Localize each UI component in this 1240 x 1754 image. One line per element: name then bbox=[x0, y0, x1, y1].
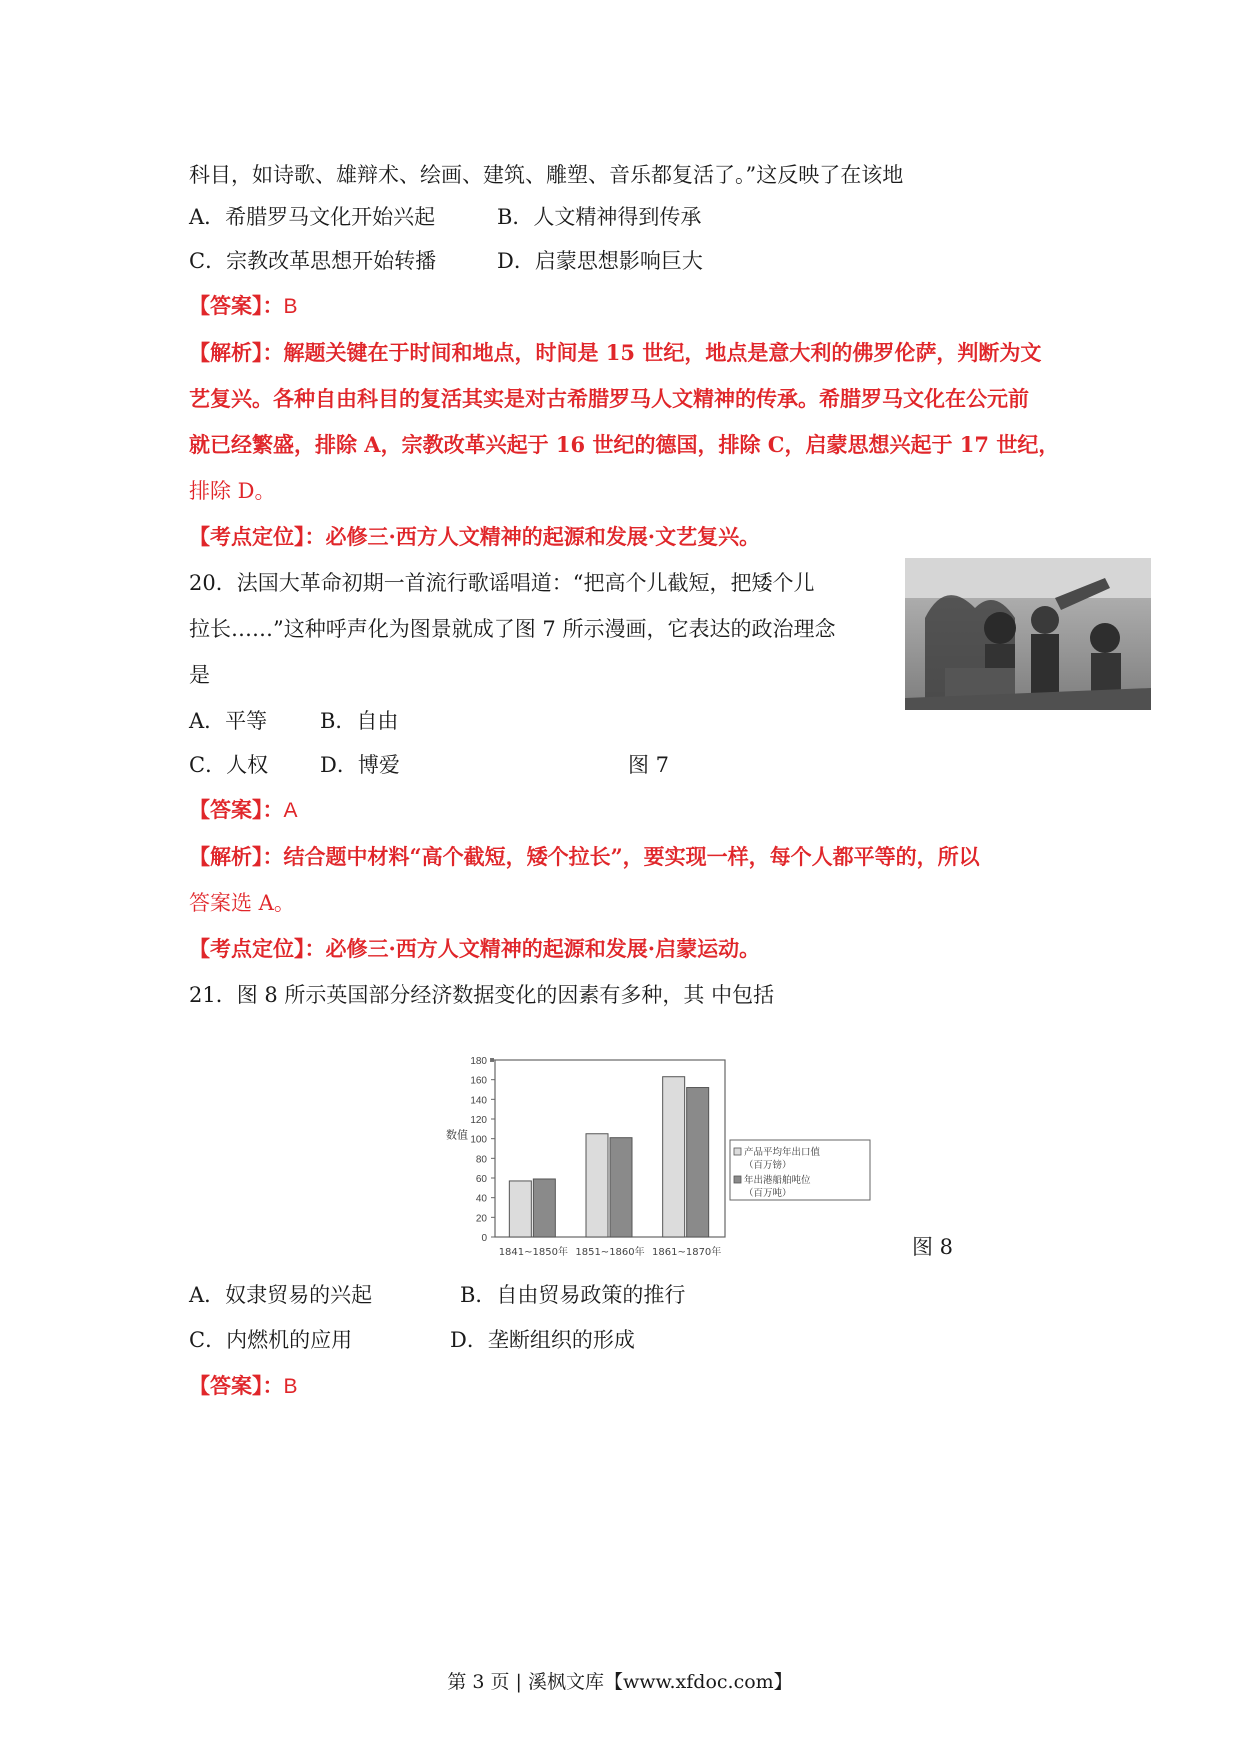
q21-option-d: D．垄断组织的形成 bbox=[450, 1328, 635, 1352]
q19-option-d: D．启蒙思想影响巨大 bbox=[497, 249, 703, 273]
q20-stem-line-1: 20．法国大革命初期一首流行歌谣唱道：“把高个儿截短，把矮个儿 bbox=[189, 571, 815, 595]
legend-label-unit: （百万吨） bbox=[744, 1188, 792, 1199]
answer-label: 【答案】： bbox=[189, 1375, 284, 1398]
answer-value: A bbox=[283, 799, 298, 822]
y-tick-label: 100 bbox=[470, 1134, 487, 1146]
bar-1-2 bbox=[586, 1134, 608, 1237]
y-tick-label: 180 bbox=[470, 1056, 487, 1067]
legend-label: 产品平均年出口值 bbox=[744, 1147, 821, 1158]
q20-point: 【考点定位】：必修三·西方人文精神的起源和发展·启蒙运动。 bbox=[189, 936, 761, 961]
q21-option-b: B．自由贸易政策的推行 bbox=[460, 1283, 686, 1307]
figure-7-caption: 图 7 bbox=[628, 753, 670, 777]
bar-2-1 bbox=[533, 1179, 555, 1237]
page-footer: 第 3 页 | 溪枫文库【www.xfdoc.com】 bbox=[447, 1671, 793, 1693]
q19-answer bbox=[189, 292, 298, 322]
x-tick-label: 1841~1850年 bbox=[498, 1247, 568, 1258]
q19-point: 【考点定位】：必修三·西方人文精神的起源和发展·文艺复兴。 bbox=[189, 524, 761, 549]
chart-plot bbox=[446, 1056, 870, 1258]
q19-analysis-line-1: 【解析】：解题关键在于时间和地点，时间是 15 世纪，地点是意大利的佛罗伦萨，判断为文 bbox=[189, 340, 1042, 365]
figure-8-caption: 图 8 bbox=[912, 1235, 954, 1259]
bar-1-1 bbox=[509, 1181, 531, 1237]
y-axis-label: 数值 bbox=[446, 1128, 468, 1142]
q20-option-a: A．平等 bbox=[189, 709, 268, 733]
figure-8-bar-chart bbox=[440, 1052, 900, 1267]
y-tick-label: 120 bbox=[470, 1115, 487, 1126]
x-tick-label: 1851~1860年 bbox=[575, 1247, 645, 1258]
q20-stem-line-3: 是 bbox=[189, 663, 210, 687]
q19-stem-tail: 科目，如诗歌、雄辩术、绘画、建筑、雕塑、音乐都复活了。”这反映了在该地 bbox=[189, 163, 904, 187]
q19-analysis-line-2: 艺复兴。各种自由科目的复活其实是对古希腊罗马人文精神的传承。希腊罗马文化在公元前 bbox=[189, 386, 1029, 411]
legend-label: 年出港船舶吨位 bbox=[744, 1175, 811, 1186]
q20-stem-line-2: 拉长……”这种呼声化为图景就成了图 7 所示漫画，它表达的政治理念 bbox=[189, 617, 836, 641]
answer-label: 【答案】： bbox=[189, 295, 284, 318]
answer-label: 【答案】： bbox=[189, 799, 284, 822]
q19-option-c: C．宗教改革思想开始转播 bbox=[189, 249, 437, 273]
q21-option-c: C．内燃机的应用 bbox=[189, 1328, 353, 1352]
q21-stem: 21．图 8 所示英国部分经济数据变化的因素有多种，其 中包括 bbox=[189, 983, 775, 1007]
q21-option-a: A．奴隶贸易的兴起 bbox=[189, 1283, 373, 1307]
bar-2-3 bbox=[687, 1088, 709, 1237]
q19-analysis-line-4: 排除 D。 bbox=[189, 479, 276, 503]
q20-answer bbox=[189, 796, 298, 826]
x-tick-label: 1861~1870年 bbox=[652, 1247, 722, 1258]
legend-label-unit: （百万镑） bbox=[744, 1160, 792, 1171]
q20-analysis-line-1: 【解析】：结合题中材料“高个截短，矮个拉长”，要实现一样，每个人都平等的，所以 bbox=[189, 844, 980, 869]
q19-analysis-line-3: 就已经繁盛，排除 A，宗教改革兴起于 16 世纪的德国，排除 C，启蒙思想兴起于 17 世纪， bbox=[189, 432, 1060, 457]
legend-swatch bbox=[734, 1176, 741, 1183]
figure-7-cartoon-image bbox=[905, 558, 1151, 710]
y-tick-label: 80 bbox=[475, 1154, 487, 1166]
bar-1-3 bbox=[663, 1077, 685, 1237]
y-tick-label: 60 bbox=[475, 1174, 487, 1185]
y-tick-label: 140 bbox=[470, 1095, 487, 1107]
y-tick-label: 0 bbox=[481, 1233, 487, 1244]
y-tick-label: 40 bbox=[475, 1193, 487, 1205]
q21-answer bbox=[189, 1372, 298, 1402]
answer-value: B bbox=[283, 295, 298, 318]
answer-value: B bbox=[283, 1375, 298, 1398]
q20-option-c: C．人权 bbox=[189, 753, 269, 777]
legend-swatch bbox=[734, 1148, 741, 1155]
y-tick-label: 20 bbox=[475, 1213, 487, 1225]
q20-option-d: D．博爱 bbox=[320, 753, 400, 777]
q20-option-b: B．自由 bbox=[320, 709, 399, 733]
y-tick-label: 160 bbox=[470, 1075, 487, 1087]
q19-option-a: A．希腊罗马文化开始兴起 bbox=[189, 205, 436, 229]
q19-option-b: B．人文精神得到传承 bbox=[497, 205, 702, 229]
q20-analysis-line-2: 答案选 A。 bbox=[189, 891, 295, 915]
bar-2-2 bbox=[610, 1138, 632, 1237]
